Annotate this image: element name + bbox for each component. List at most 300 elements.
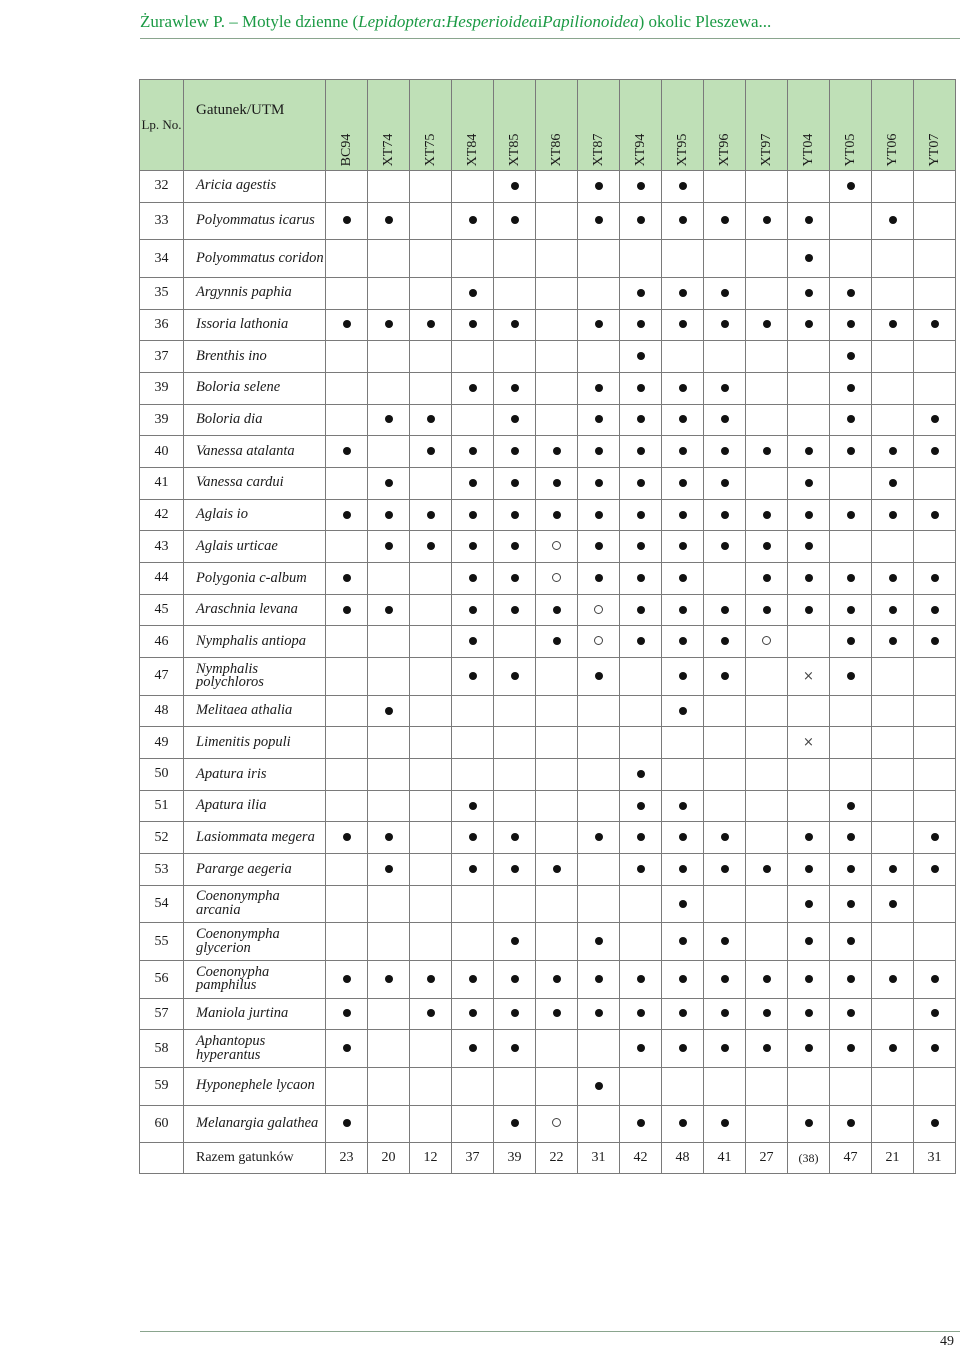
filled-dot-icon bbox=[595, 511, 603, 519]
row-number: 47 bbox=[140, 658, 184, 696]
occurrence-cell bbox=[536, 404, 578, 436]
occurrence-cell bbox=[410, 240, 452, 278]
species-name: Aphantopus hyperantus bbox=[184, 1030, 326, 1068]
filled-dot-icon bbox=[595, 1009, 603, 1017]
occurrence-cell bbox=[872, 372, 914, 404]
filled-dot-icon bbox=[721, 606, 729, 614]
occurrence-cell bbox=[662, 727, 704, 759]
filled-dot-icon bbox=[595, 975, 603, 983]
table-row bbox=[140, 658, 956, 696]
row-number: 42 bbox=[140, 499, 184, 531]
occurrence-cell bbox=[830, 436, 872, 468]
occurrence-cell bbox=[746, 341, 788, 373]
filled-dot-icon bbox=[511, 937, 519, 945]
occurrence-cell bbox=[536, 727, 578, 759]
filled-dot-icon bbox=[343, 975, 351, 983]
filled-dot-icon bbox=[763, 606, 771, 614]
table-row bbox=[140, 372, 956, 404]
page-number: 49 bbox=[940, 1334, 954, 1349]
occurrence-cell bbox=[830, 923, 872, 961]
occurrence-cell bbox=[914, 372, 956, 404]
occurrence-cell bbox=[914, 309, 956, 341]
table-row bbox=[140, 202, 956, 240]
occurrence-cell bbox=[746, 171, 788, 203]
row-number: 40 bbox=[140, 436, 184, 468]
occurrence-cell bbox=[368, 658, 410, 696]
filled-dot-icon bbox=[889, 606, 897, 614]
occurrence-cell bbox=[536, 171, 578, 203]
occurrence-cell bbox=[620, 727, 662, 759]
occurrence-cell bbox=[788, 594, 830, 626]
occurrence-cell bbox=[620, 240, 662, 278]
filled-dot-icon bbox=[805, 937, 813, 945]
row-number: 57 bbox=[140, 998, 184, 1030]
filled-dot-icon bbox=[511, 1044, 519, 1052]
total-count: 47 bbox=[830, 1143, 872, 1174]
filled-dot-icon bbox=[847, 384, 855, 392]
occurrence-cell bbox=[662, 658, 704, 696]
occurrence-cell bbox=[368, 1105, 410, 1143]
filled-dot-icon bbox=[679, 865, 687, 873]
row-number: 33 bbox=[140, 202, 184, 240]
occurrence-cell bbox=[452, 1105, 494, 1143]
filled-dot-icon bbox=[511, 542, 519, 550]
utm-header-xt85 bbox=[494, 80, 536, 171]
filled-dot-icon bbox=[511, 511, 519, 519]
occurrence-cell bbox=[368, 1030, 410, 1068]
occurrence-cell bbox=[914, 171, 956, 203]
table-row bbox=[140, 1105, 956, 1143]
occurrence-cell bbox=[620, 372, 662, 404]
occurrence-cell bbox=[536, 341, 578, 373]
utm-label: XT74 bbox=[380, 133, 396, 167]
filled-dot-icon bbox=[805, 833, 813, 841]
occurrence-cell bbox=[410, 341, 452, 373]
filled-dot-icon bbox=[637, 320, 645, 328]
table-row bbox=[140, 759, 956, 791]
occurrence-cell bbox=[410, 309, 452, 341]
filled-dot-icon bbox=[427, 542, 435, 550]
filled-dot-icon bbox=[763, 1044, 771, 1052]
table-row bbox=[140, 341, 956, 373]
occurrence-cell bbox=[368, 854, 410, 886]
occurrence-cell bbox=[578, 822, 620, 854]
occurrence-cell bbox=[578, 531, 620, 563]
occurrence-cell bbox=[578, 854, 620, 886]
table-row bbox=[140, 499, 956, 531]
occurrence-cell bbox=[746, 854, 788, 886]
row-number: 51 bbox=[140, 790, 184, 822]
utm-label: BC94 bbox=[338, 133, 354, 167]
occurrence-cell bbox=[410, 727, 452, 759]
occurrence-cell bbox=[536, 998, 578, 1030]
utm-label: XT84 bbox=[464, 133, 480, 167]
occurrence-cell bbox=[368, 277, 410, 309]
row-number: 39 bbox=[140, 372, 184, 404]
occurrence-cell bbox=[494, 499, 536, 531]
occurrence-cell bbox=[662, 404, 704, 436]
occurrence-cell bbox=[494, 961, 536, 999]
occurrence-cell bbox=[494, 563, 536, 595]
occurrence-cell bbox=[326, 1030, 368, 1068]
filled-dot-icon bbox=[847, 672, 855, 680]
occurrence-cell bbox=[326, 277, 368, 309]
occurrence-cell bbox=[830, 998, 872, 1030]
filled-dot-icon bbox=[637, 770, 645, 778]
utm-label: XT86 bbox=[548, 133, 564, 167]
occurrence-cell bbox=[704, 854, 746, 886]
filled-dot-icon bbox=[679, 833, 687, 841]
occurrence-cell bbox=[578, 1067, 620, 1105]
occurrence-cell bbox=[872, 790, 914, 822]
filled-dot-icon bbox=[721, 975, 729, 983]
filled-dot-icon bbox=[889, 865, 897, 873]
occurrence-cell bbox=[326, 436, 368, 468]
filled-dot-icon bbox=[637, 1009, 645, 1017]
occurrence-cell bbox=[578, 341, 620, 373]
occurrence-cell bbox=[746, 759, 788, 791]
filled-dot-icon bbox=[595, 384, 603, 392]
utm-header-xt75 bbox=[410, 80, 452, 171]
occurrence-cell bbox=[494, 998, 536, 1030]
occurrence-cell bbox=[410, 923, 452, 961]
filled-dot-icon bbox=[469, 1044, 477, 1052]
occurrence-cell bbox=[326, 309, 368, 341]
species-name: Pararge aegeria bbox=[184, 854, 326, 886]
occurrence-cell bbox=[620, 309, 662, 341]
head-pre: Żurawlew P. – Motyle dzienne ( bbox=[140, 12, 359, 31]
filled-dot-icon bbox=[931, 833, 939, 841]
occurrence-cell bbox=[452, 594, 494, 626]
utm-label: XT94 bbox=[632, 133, 648, 167]
occurrence-cell bbox=[578, 695, 620, 727]
occurrence-cell bbox=[662, 499, 704, 531]
occurrence-cell bbox=[704, 341, 746, 373]
occurrence-cell bbox=[368, 695, 410, 727]
occurrence-cell bbox=[746, 277, 788, 309]
utm-header-bc94 bbox=[326, 80, 368, 171]
occurrence-cell bbox=[326, 695, 368, 727]
occurrence-cell bbox=[746, 372, 788, 404]
filled-dot-icon bbox=[721, 672, 729, 680]
filled-dot-icon bbox=[637, 574, 645, 582]
filled-dot-icon bbox=[679, 415, 687, 423]
occurrence-cell bbox=[746, 240, 788, 278]
filled-dot-icon bbox=[343, 574, 351, 582]
occurrence-cell bbox=[746, 404, 788, 436]
occurrence-cell bbox=[410, 626, 452, 658]
occurrence-cell bbox=[494, 202, 536, 240]
table-row bbox=[140, 436, 956, 468]
occurrence-cell bbox=[452, 1067, 494, 1105]
lp-header: Lp. No. bbox=[140, 80, 184, 171]
total-count: 48 bbox=[662, 1143, 704, 1174]
occurrence-cell bbox=[368, 1067, 410, 1105]
occurrence-cell bbox=[410, 790, 452, 822]
species-name: Nymphalis polychloros bbox=[184, 658, 326, 696]
occurrence-cell bbox=[914, 436, 956, 468]
occurrence-cell bbox=[620, 1105, 662, 1143]
occurrence-cell bbox=[326, 372, 368, 404]
row-number: 37 bbox=[140, 341, 184, 373]
occurrence-cell bbox=[662, 759, 704, 791]
filled-dot-icon bbox=[343, 1044, 351, 1052]
occurrence-cell bbox=[662, 998, 704, 1030]
occurrence-cell bbox=[788, 404, 830, 436]
filled-dot-icon bbox=[805, 289, 813, 297]
occurrence-cell bbox=[662, 531, 704, 563]
occurrence-cell bbox=[914, 1067, 956, 1105]
occurrence-cell bbox=[326, 998, 368, 1030]
species-name: Issoria lathonia bbox=[184, 309, 326, 341]
occurrence-cell bbox=[914, 759, 956, 791]
occurrence-cell bbox=[914, 658, 956, 696]
filled-dot-icon bbox=[385, 511, 393, 519]
open-circle-icon bbox=[552, 573, 561, 582]
occurrence-cell bbox=[326, 468, 368, 500]
filled-dot-icon bbox=[763, 975, 771, 983]
filled-dot-icon bbox=[553, 479, 561, 487]
occurrence-cell bbox=[704, 171, 746, 203]
occurrence-cell bbox=[452, 171, 494, 203]
header-rule bbox=[140, 38, 960, 39]
occurrence-cell bbox=[830, 499, 872, 531]
filled-dot-icon bbox=[511, 865, 519, 873]
total-count: 27 bbox=[746, 1143, 788, 1174]
table-body bbox=[140, 171, 956, 1174]
occurrence-cell bbox=[452, 240, 494, 278]
occurrence-cell bbox=[746, 468, 788, 500]
occurrence-cell bbox=[788, 822, 830, 854]
occurrence-cell bbox=[326, 531, 368, 563]
filled-dot-icon bbox=[721, 865, 729, 873]
species-name: Melitaea athalia bbox=[184, 695, 326, 727]
occurrence-cell bbox=[914, 277, 956, 309]
filled-dot-icon bbox=[427, 415, 435, 423]
occurrence-cell bbox=[410, 658, 452, 696]
occurrence-cell bbox=[494, 594, 536, 626]
occurrence-cell bbox=[536, 563, 578, 595]
occurrence-cell bbox=[704, 923, 746, 961]
occurrence-cell bbox=[872, 404, 914, 436]
occurrence-cell bbox=[704, 727, 746, 759]
occurrence-cell bbox=[830, 563, 872, 595]
filled-dot-icon bbox=[637, 802, 645, 810]
filled-dot-icon bbox=[847, 320, 855, 328]
filled-dot-icon bbox=[553, 1009, 561, 1017]
row-number: 41 bbox=[140, 468, 184, 500]
filled-dot-icon bbox=[343, 447, 351, 455]
occurrence-cell bbox=[872, 202, 914, 240]
utm-label: XT95 bbox=[674, 133, 690, 167]
occurrence-cell bbox=[494, 1067, 536, 1105]
occurrence-cell bbox=[368, 727, 410, 759]
filled-dot-icon bbox=[469, 511, 477, 519]
occurrence-cell bbox=[830, 790, 872, 822]
occurrence-cell bbox=[452, 563, 494, 595]
occurrence-cell bbox=[746, 1067, 788, 1105]
occurrence-cell bbox=[452, 658, 494, 696]
occurrence-cell bbox=[452, 727, 494, 759]
occurrence-cell bbox=[788, 923, 830, 961]
table-row bbox=[140, 531, 956, 563]
occurrence-cell bbox=[788, 1030, 830, 1068]
filled-dot-icon bbox=[637, 1044, 645, 1052]
filled-dot-icon bbox=[511, 415, 519, 423]
occurrence-cell bbox=[872, 171, 914, 203]
occurrence-cell bbox=[326, 759, 368, 791]
occurrence-cell bbox=[662, 961, 704, 999]
occurrence-cell bbox=[914, 923, 956, 961]
occurrence-cell bbox=[578, 998, 620, 1030]
occurrence-cell bbox=[536, 923, 578, 961]
row-number: 53 bbox=[140, 854, 184, 886]
filled-dot-icon bbox=[595, 320, 603, 328]
occurrence-cell bbox=[620, 854, 662, 886]
species-name: Hyponephele lycaon bbox=[184, 1067, 326, 1105]
utm-header-xt94 bbox=[620, 80, 662, 171]
utm-label: YT05 bbox=[842, 133, 858, 167]
occurrence-cell bbox=[620, 202, 662, 240]
filled-dot-icon bbox=[637, 865, 645, 873]
filled-dot-icon bbox=[847, 606, 855, 614]
occurrence-cell bbox=[410, 759, 452, 791]
filled-dot-icon bbox=[385, 542, 393, 550]
occurrence-cell bbox=[326, 240, 368, 278]
occurrence-cell bbox=[494, 436, 536, 468]
occurrence-cell bbox=[536, 961, 578, 999]
occurrence-cell bbox=[788, 658, 830, 696]
utm-header-yt04 bbox=[788, 80, 830, 171]
occurrence-cell bbox=[536, 531, 578, 563]
utm-header-xt86 bbox=[536, 80, 578, 171]
filled-dot-icon bbox=[343, 216, 351, 224]
filled-dot-icon bbox=[343, 833, 351, 841]
occurrence-cell bbox=[536, 372, 578, 404]
occurrence-cell bbox=[788, 372, 830, 404]
filled-dot-icon bbox=[931, 1009, 939, 1017]
filled-dot-icon bbox=[931, 1044, 939, 1052]
total-count: 39 bbox=[494, 1143, 536, 1174]
occurrence-cell bbox=[368, 240, 410, 278]
filled-dot-icon bbox=[847, 447, 855, 455]
row-number: 52 bbox=[140, 822, 184, 854]
occurrence-cell bbox=[620, 404, 662, 436]
filled-dot-icon bbox=[511, 606, 519, 614]
table-row bbox=[140, 998, 956, 1030]
occurrence-cell bbox=[368, 202, 410, 240]
occurrence-cell bbox=[452, 404, 494, 436]
filled-dot-icon bbox=[931, 606, 939, 614]
filled-dot-icon bbox=[385, 320, 393, 328]
occurrence-cell bbox=[662, 240, 704, 278]
occurrence-cell bbox=[746, 695, 788, 727]
occurrence-cell bbox=[452, 436, 494, 468]
occurrence-cell bbox=[830, 202, 872, 240]
total-count: 21 bbox=[872, 1143, 914, 1174]
filled-dot-icon bbox=[469, 975, 477, 983]
occurrence-cell bbox=[536, 885, 578, 923]
filled-dot-icon bbox=[805, 1119, 813, 1127]
head-mid-2: i bbox=[537, 12, 543, 31]
filled-dot-icon bbox=[637, 606, 645, 614]
row-number: 39 bbox=[140, 404, 184, 436]
open-circle-icon bbox=[552, 1118, 561, 1127]
occurrence-cell bbox=[914, 531, 956, 563]
species-name: Brenthis ino bbox=[184, 341, 326, 373]
occurrence-cell bbox=[662, 563, 704, 595]
occurrence-cell bbox=[452, 790, 494, 822]
filled-dot-icon bbox=[847, 511, 855, 519]
occurrence-cell bbox=[368, 171, 410, 203]
occurrence-cell bbox=[494, 658, 536, 696]
occurrence-cell bbox=[830, 240, 872, 278]
filled-dot-icon bbox=[511, 975, 519, 983]
filled-dot-icon bbox=[637, 1119, 645, 1127]
filled-dot-icon bbox=[511, 1119, 519, 1127]
filled-dot-icon bbox=[847, 415, 855, 423]
occurrence-cell bbox=[536, 759, 578, 791]
total-count: 23 bbox=[326, 1143, 368, 1174]
occurrence-cell bbox=[368, 341, 410, 373]
occurrence-cell bbox=[662, 695, 704, 727]
table-row bbox=[140, 309, 956, 341]
species-name: Apatura iris bbox=[184, 759, 326, 791]
occurrence-cell bbox=[410, 436, 452, 468]
filled-dot-icon bbox=[553, 606, 561, 614]
total-count: 42 bbox=[620, 1143, 662, 1174]
occurrence-cell bbox=[494, 759, 536, 791]
totals-row bbox=[140, 1143, 956, 1174]
filled-dot-icon bbox=[679, 289, 687, 297]
occurrence-cell bbox=[578, 1030, 620, 1068]
occurrence-cell bbox=[452, 309, 494, 341]
occurrence-cell bbox=[452, 854, 494, 886]
occurrence-cell bbox=[830, 1030, 872, 1068]
head-mid-1: : bbox=[441, 12, 446, 31]
species-name: Boloria selene bbox=[184, 372, 326, 404]
occurrence-cell bbox=[494, 790, 536, 822]
occurrence-cell bbox=[830, 531, 872, 563]
filled-dot-icon bbox=[637, 352, 645, 360]
total-count: 37 bbox=[452, 1143, 494, 1174]
table-header-row bbox=[140, 80, 956, 171]
occurrence-cell bbox=[410, 1067, 452, 1105]
occurrence-cell bbox=[326, 923, 368, 961]
occurrence-cell bbox=[578, 309, 620, 341]
filled-dot-icon bbox=[847, 182, 855, 190]
filled-dot-icon bbox=[595, 672, 603, 680]
table-row bbox=[140, 626, 956, 658]
filled-dot-icon bbox=[679, 320, 687, 328]
occurrence-cell bbox=[452, 822, 494, 854]
occurrence-cell bbox=[494, 822, 536, 854]
row-number: 54 bbox=[140, 885, 184, 923]
occurrence-cell bbox=[788, 531, 830, 563]
occurrence-cell bbox=[452, 372, 494, 404]
filled-dot-icon bbox=[637, 975, 645, 983]
filled-dot-icon bbox=[763, 1009, 771, 1017]
filled-dot-icon bbox=[469, 672, 477, 680]
filled-dot-icon bbox=[469, 1009, 477, 1017]
occurrence-cell bbox=[452, 1030, 494, 1068]
occurrence-cell bbox=[830, 727, 872, 759]
filled-dot-icon bbox=[679, 1119, 687, 1127]
occurrence-cell bbox=[872, 563, 914, 595]
species-name: Coenonympha arcania bbox=[184, 885, 326, 923]
occurrence-cell bbox=[704, 240, 746, 278]
utm-label: YT04 bbox=[800, 133, 816, 167]
